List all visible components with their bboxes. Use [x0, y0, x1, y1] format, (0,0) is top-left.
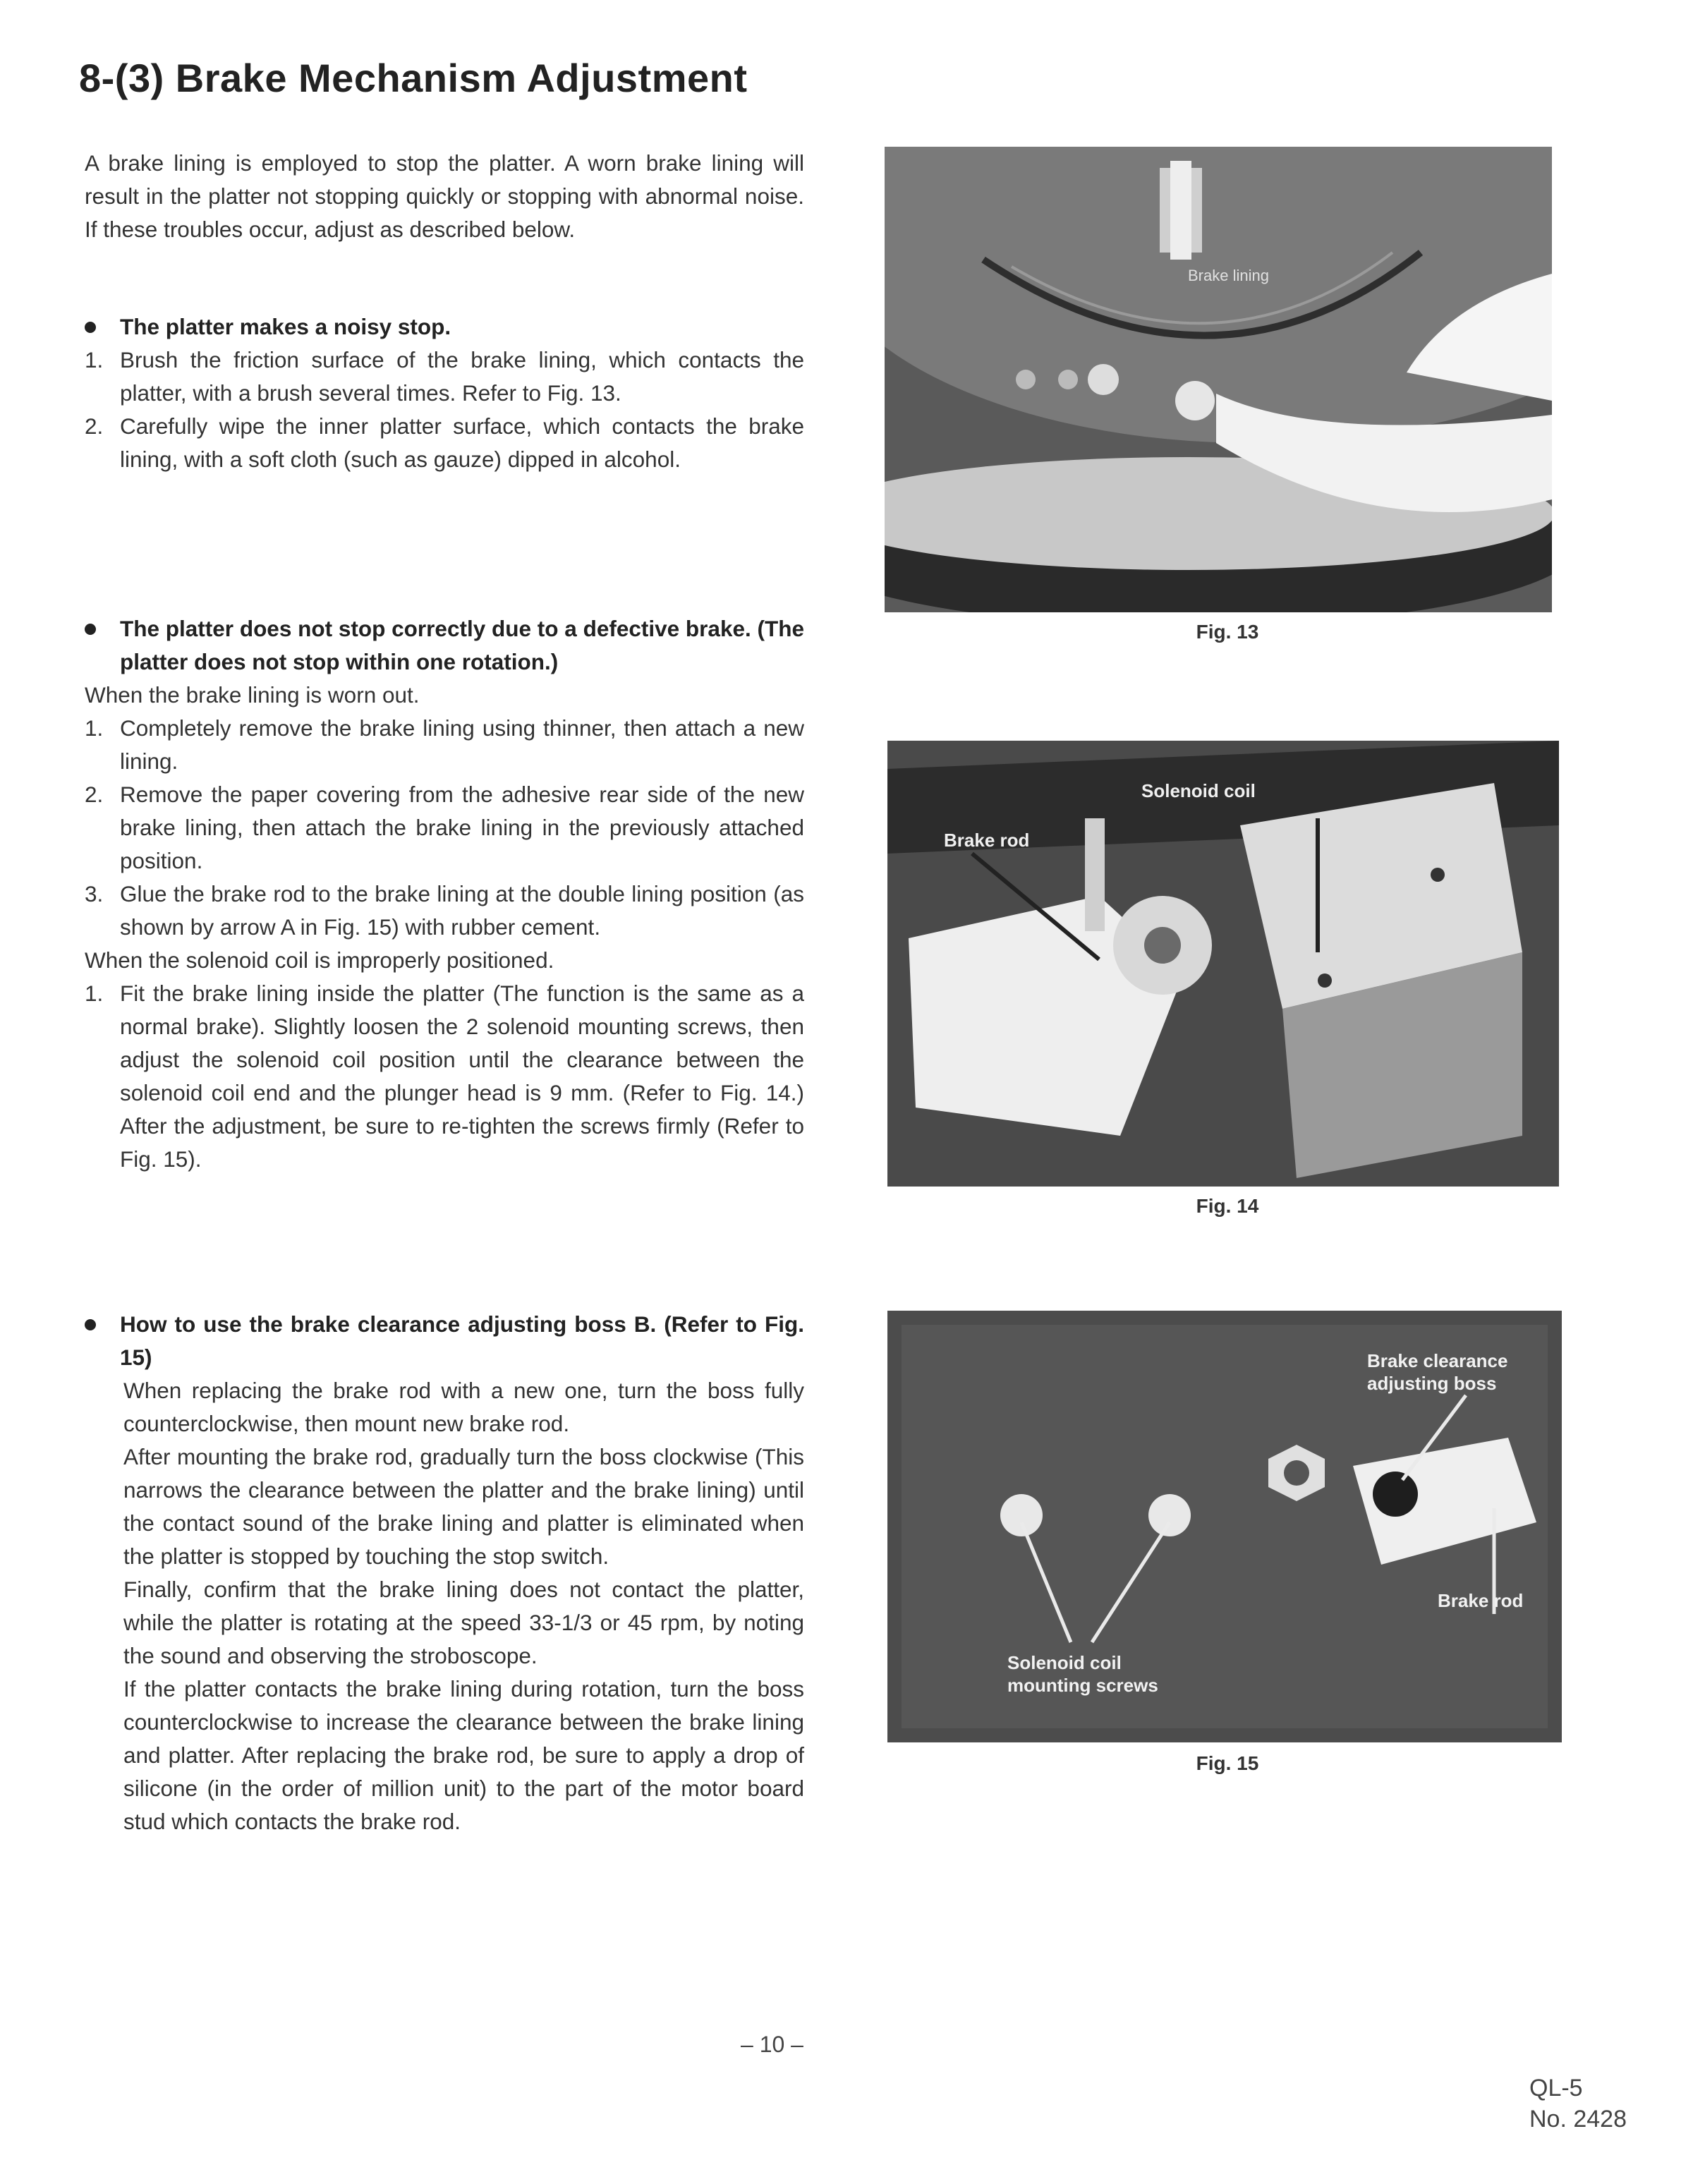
- section-noisy-stop: [85, 310, 804, 476]
- model-code: QL-5: [1529, 2075, 1583, 2101]
- intro-text: A brake lining is employed to stop the platter. A worn brake lining will result in the platter not stopping quickly or stopping with abnormal noise. If these troubles occur, adjust as described below.: [85, 150, 804, 242]
- fig13-caption: Fig. 13: [1196, 621, 1259, 643]
- fig14-solenoid-label: Solenoid coil: [1141, 780, 1256, 801]
- list-item: [85, 712, 804, 778]
- paragraph: Finally, confirm that the brake lining does not contact the platter, while the platter is rotating at the speed 33-1/3 or 45 rpm, by noting the sound and observing the stroboscope.: [123, 1577, 804, 1668]
- step-number: 1.: [85, 715, 104, 741]
- paragraph: If the platter contacts the brake lining during rotation, turn the boss counterclockwise to increase the clearance between the brake lining and platter. After replacing the brake rod, be sure to apply a drop of silicone (in the order of million unit) to the part of the motor board stud which contacts the brake rod.: [123, 1676, 804, 1834]
- subheading-worn-lining: When the brake lining is worn out.: [85, 682, 420, 708]
- section-heading: The platter does not stop correctly due to a defective brake. (The platter does not stop within one rotation.): [85, 612, 804, 679]
- section-heading: The platter makes a noisy stop.: [85, 310, 804, 344]
- steps-list: [85, 712, 804, 944]
- fig15-screws-label-line2: mounting screws: [1007, 1675, 1158, 1696]
- intro-paragraph: [85, 147, 804, 246]
- section-defective-brake: [85, 612, 804, 1176]
- subheading-solenoid: When the solenoid coil is improperly positioned.: [85, 947, 554, 973]
- list-item: [85, 344, 804, 410]
- section-heading: How to use the brake clearance adjusting boss B. (Refer to Fig. 15): [85, 1308, 804, 1374]
- list-item: [85, 410, 804, 476]
- step-text: Remove the paper covering from the adhesive rear side of the new brake lining, then attach the brake lining in the previously attached position.: [120, 782, 804, 873]
- list-item: [85, 878, 804, 944]
- step-text: Fit the brake lining inside the platter (The function is the same as a normal brake). Slightly loosen the 2 solenoid mounting screws, then adjust the solenoid coil position until the clearance between the solenoid coil end and the plunger head is 9 mm. (Refer to Fig. 14.) After the adjustment, be sure to re-tighten the screws firmly (Refer to Fig. 15).: [120, 981, 804, 1172]
- fig14-caption: Fig. 14: [1196, 1195, 1259, 1217]
- section-adjusting-boss: [85, 1308, 804, 1838]
- step-text: Carefully wipe the inner platter surface, which contacts the brake lining, with a soft cloth (such as gauze) dipped in alcohol.: [120, 413, 804, 472]
- fig13-photo: [885, 147, 1552, 612]
- step-number: 2.: [85, 782, 104, 807]
- fig15-screws-label-line1: Solenoid coil: [1007, 1652, 1122, 1673]
- step-text: Brush the friction surface of the brake lining, which contacts the platter, with a brush several times. Refer to Fig. 13.: [120, 347, 804, 406]
- paragraph: When replacing the brake rod with a new one, turn the boss fully counterclockwise, then mount new brake rod.: [123, 1378, 804, 1436]
- list-item: [85, 778, 804, 878]
- page-title: 8-(3) Brake Mechanism Adjustment: [79, 56, 748, 100]
- paragraph: After mounting the brake rod, gradually turn the boss clockwise (This narrows the clearance between the platter and the brake lining) until the contact sound of the brake lining and platter is eliminated when the platter is stopped by touching the stop switch.: [123, 1444, 804, 1569]
- step-number: 1.: [85, 981, 104, 1006]
- page-number: – 10 –: [741, 2032, 803, 2057]
- steps-list: [85, 977, 804, 1176]
- fig14-photo: [887, 741, 1559, 1187]
- section-body: [85, 1374, 804, 1838]
- fig15-photo: [887, 1311, 1562, 1742]
- step-number: 1.: [85, 347, 104, 372]
- step-text: Completely remove the brake lining using thinner, then attach a new lining.: [120, 715, 804, 774]
- fig15-boss-label-line2: adjusting boss: [1367, 1373, 1497, 1394]
- fig15-caption: Fig. 15: [1196, 1752, 1259, 1774]
- fig15-rod-label: Brake rod: [1438, 1590, 1524, 1611]
- fig14-brake-rod-label: Brake rod: [944, 830, 1030, 851]
- document-id: [1529, 2073, 1627, 2135]
- document-number: No. 2428: [1529, 2106, 1627, 2133]
- step-number: 2.: [85, 413, 104, 439]
- list-item: [85, 977, 804, 1176]
- step-number: 3.: [85, 881, 104, 906]
- steps-list: [85, 344, 804, 476]
- step-text: Glue the brake rod to the brake lining at the double lining position (as shown by arrow A in Fig. 15) with rubber cement.: [120, 881, 804, 940]
- fig13-brake-lining-label: Brake lining: [1188, 267, 1269, 284]
- fig15-boss-label-line1: Brake clearance: [1367, 1350, 1508, 1371]
